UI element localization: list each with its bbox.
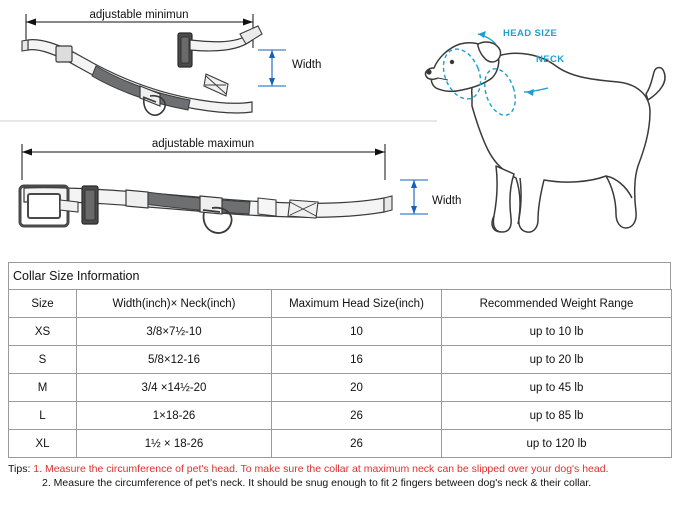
tips-block — [8, 462, 671, 490]
dog-eye — [450, 60, 454, 64]
cell-max-head: 16 — [272, 346, 442, 374]
header-size: Size — [9, 290, 77, 318]
table-row — [9, 318, 672, 346]
cell-weight: up to 120 lb — [442, 430, 672, 458]
neck-label: NECK — [536, 54, 565, 65]
cell-max-head: 10 — [272, 318, 442, 346]
bottom-collar-label: adjustable maximun — [151, 138, 255, 150]
header-weight-range: Recommended Weight Range — [442, 290, 672, 318]
top-collar-group — [22, 9, 321, 115]
tips-line-1: 1. Measure the circumference of pet's head. To make sure the collar at maximum neck can be slipped over your dog's head. — [33, 463, 609, 475]
bottom-collar-group — [20, 138, 461, 233]
table-row — [9, 402, 672, 430]
collar-size-table — [8, 289, 672, 458]
cell-weight: up to 85 lb — [442, 402, 672, 430]
cell-size: L — [9, 402, 77, 430]
cell-max-head: 20 — [272, 374, 442, 402]
dog-nose — [426, 69, 431, 74]
cell-max-head: 26 — [272, 430, 442, 458]
top-cross-keeper — [204, 74, 228, 96]
table-row — [9, 374, 672, 402]
head-size-label: HEAD SIZE — [503, 28, 558, 39]
top-slider — [56, 46, 72, 62]
cell-width-neck: 3/8×7½-10 — [77, 318, 272, 346]
tips-line-2: 2. Measure the circumference of pet's neck. It should be snug enough to fit 2 fingers between dog's neck & their collar. — [42, 477, 592, 489]
tips-label: Tips: — [8, 463, 31, 475]
cell-width-neck: 1×18-26 — [77, 402, 272, 430]
cell-size: XS — [9, 318, 77, 346]
cell-weight: up to 10 lb — [442, 318, 672, 346]
table-header-row — [9, 290, 672, 318]
cell-width-neck: 3/4 ×14½-20 — [77, 374, 272, 402]
bottom-cross-keeper — [288, 200, 318, 218]
bottom-dring-keeper — [126, 190, 148, 208]
header-max-head-size: Maximum Head Size(inch) — [272, 290, 442, 318]
cell-weight: up to 20 lb — [442, 346, 672, 374]
top-collar-label: adjustable minimun — [89, 9, 189, 21]
cell-weight: up to 45 lb — [442, 374, 672, 402]
tips-line-2-wrap — [8, 476, 671, 490]
table-row — [9, 346, 672, 374]
table-title: Collar Size Information — [8, 262, 671, 289]
cell-size: M — [9, 374, 77, 402]
dog-tail — [646, 68, 665, 101]
header-width-neck: Width(inch)× Neck(inch) — [77, 290, 272, 318]
top-width-label: Width — [292, 59, 322, 71]
cell-width-neck: 1½ × 18-26 — [77, 430, 272, 458]
bottom-width-label: Width — [432, 195, 462, 207]
dog-illustration — [425, 42, 665, 232]
table-row — [9, 430, 672, 458]
cell-size: XL — [9, 430, 77, 458]
dog-front-leg-near — [493, 166, 514, 232]
cell-max-head: 26 — [272, 402, 442, 430]
cell-size: S — [9, 346, 77, 374]
collar-size-table-wrap — [8, 262, 671, 458]
cell-width-neck: 5/8×12-16 — [77, 346, 272, 374]
